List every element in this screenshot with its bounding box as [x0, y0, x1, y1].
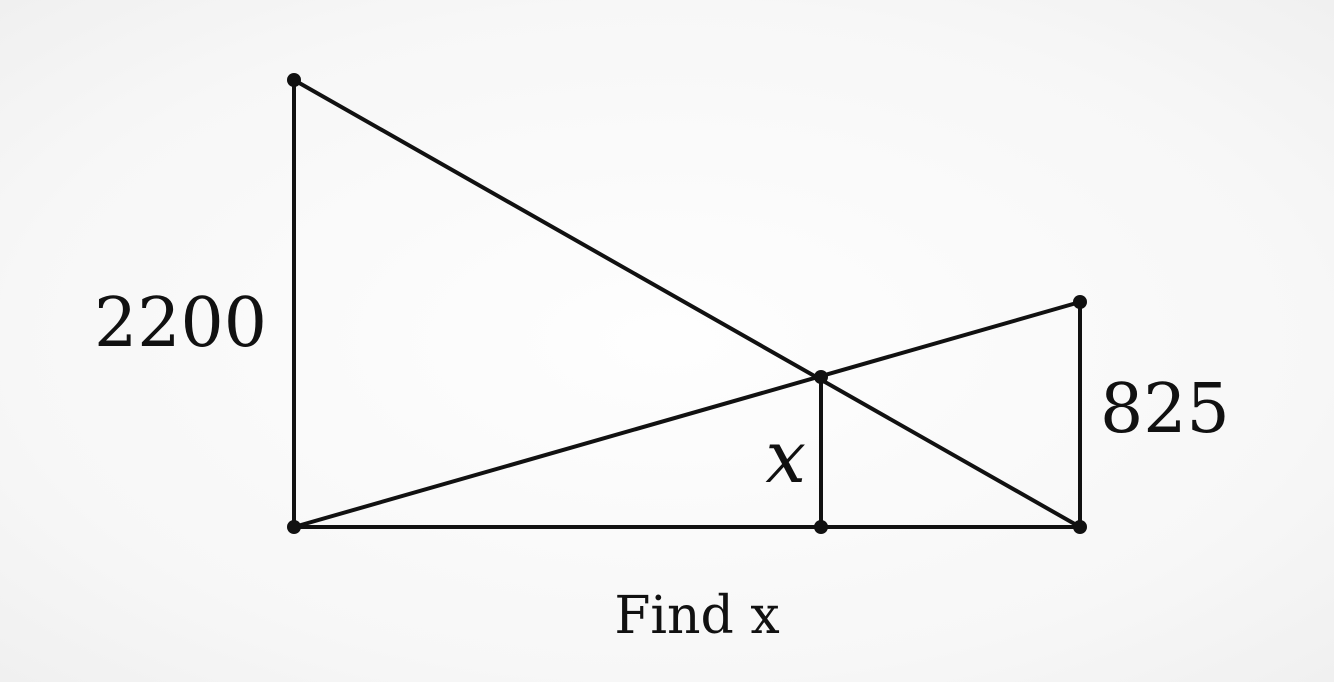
- right-height-label: 825: [1100, 370, 1230, 449]
- diagonal-left-top-to-right-bottom: [294, 80, 1080, 527]
- vertex-right-bottom: [1073, 520, 1087, 534]
- vertex-left-bottom: [287, 520, 301, 534]
- left-height-label: 2200: [93, 284, 267, 363]
- caption: Find x: [614, 586, 780, 646]
- vertex-left-top: [287, 73, 301, 87]
- vertex-x-foot: [814, 520, 828, 534]
- vertex-right-top: [1073, 295, 1087, 309]
- unknown-x-label: x: [765, 415, 806, 499]
- diagonal-left-bottom-to-right-top: [294, 302, 1080, 527]
- vertex-intersection: [814, 370, 828, 384]
